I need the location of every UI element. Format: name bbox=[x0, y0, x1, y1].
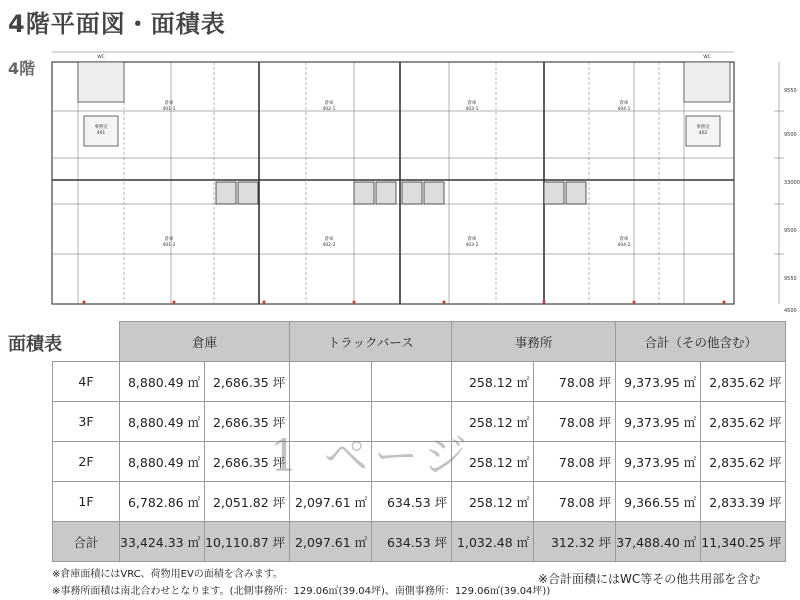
warehouse-tsubo-total: 10,110.87 坪 bbox=[205, 522, 290, 562]
total-tsubo: 2,835.62 坪 bbox=[701, 362, 786, 402]
total-sqm: 9,373.95 ㎡ bbox=[616, 442, 701, 482]
table-row bbox=[53, 402, 786, 442]
unit-404-2-id: 404-2 bbox=[617, 243, 631, 248]
unit-401-2-label: 倉庫 bbox=[164, 237, 174, 242]
warehouse-tsubo: 2,686.35 坪 bbox=[205, 402, 290, 442]
truck-sqm bbox=[290, 442, 372, 482]
unit-402-2-label: 倉庫 bbox=[324, 237, 334, 242]
note-total: ※合計面積にはWC等その他共用部を含む bbox=[538, 572, 761, 586]
unit-401-1-label: 倉庫 bbox=[164, 101, 174, 106]
truck-sqm: 2,097.61 ㎡ bbox=[290, 482, 372, 522]
table-row bbox=[53, 482, 786, 522]
dim-4: 9500 bbox=[784, 228, 797, 234]
header-total: 合計（その他含む） bbox=[616, 322, 786, 362]
header-corner bbox=[53, 322, 120, 362]
header-truck-berth: トラックバース bbox=[290, 322, 452, 362]
table-row bbox=[53, 362, 786, 402]
dim-3: 33000 bbox=[784, 180, 800, 186]
floor-plan bbox=[44, 44, 800, 316]
office-tsubo: 78.08 坪 bbox=[534, 362, 616, 402]
office-sqm: 258.12 ㎡ bbox=[452, 362, 534, 402]
page-watermark: 1 ページ bbox=[270, 431, 474, 482]
warehouse-sqm: 8,880.49 ㎡ bbox=[120, 362, 205, 402]
grand-tsubo-total: 11,340.25 坪 bbox=[701, 522, 786, 562]
area-table-title: 面積表 bbox=[8, 334, 62, 355]
office-tsubo: 78.08 坪 bbox=[534, 482, 616, 522]
unit-402-1-label: 倉庫 bbox=[324, 101, 334, 106]
warehouse-tsubo: 2,686.35 坪 bbox=[205, 362, 290, 402]
truck-tsubo-total: 634.53 坪 bbox=[372, 522, 452, 562]
warehouse-tsubo: 2,686.35 坪 bbox=[205, 442, 290, 482]
header-row bbox=[53, 322, 786, 362]
warehouse-sqm: 8,880.49 ㎡ bbox=[120, 402, 205, 442]
truck-tsubo: 634.53 坪 bbox=[372, 482, 452, 522]
truck-tsubo bbox=[372, 402, 452, 442]
dim-6: 4500 bbox=[784, 308, 797, 314]
office-sqm-total: 1,032.48 ㎡ bbox=[452, 522, 534, 562]
unit-403-2-id: 403-2 bbox=[465, 243, 479, 248]
total-label: 合計 bbox=[53, 522, 120, 562]
unit-403-1-label: 倉庫 bbox=[467, 101, 477, 106]
wc-label-left: WC bbox=[97, 55, 105, 60]
office-tsubo: 78.08 坪 bbox=[534, 442, 616, 482]
dim-1: 9550 bbox=[784, 88, 797, 94]
area-table bbox=[52, 321, 786, 562]
total-row bbox=[53, 522, 786, 562]
floor-cell: 4F bbox=[53, 362, 120, 402]
unit-403-2-label: 倉庫 bbox=[467, 237, 477, 242]
total-tsubo: 2,835.62 坪 bbox=[701, 442, 786, 482]
unit-402-2-id: 402-2 bbox=[322, 243, 336, 248]
wc-core-right bbox=[684, 62, 730, 102]
office-left-label: 事務室 bbox=[94, 125, 108, 130]
office-left-id: 401 bbox=[96, 131, 106, 136]
truck-sqm-total: 2,097.61 ㎡ bbox=[290, 522, 372, 562]
floor-cell: 3F bbox=[53, 402, 120, 442]
unit-404-1-label: 倉庫 bbox=[619, 101, 629, 106]
right-dimension-line bbox=[774, 62, 784, 304]
truck-sqm bbox=[290, 402, 372, 442]
office-sqm: 258.12 ㎡ bbox=[452, 402, 534, 442]
total-sqm: 9,366.55 ㎡ bbox=[616, 482, 701, 522]
floor-cell: 2F bbox=[53, 442, 120, 482]
unit-401-1-id: 401-1 bbox=[162, 107, 176, 112]
grand-sqm-total: 37,488.40 ㎡ bbox=[616, 522, 701, 562]
total-tsubo: 2,833.39 坪 bbox=[701, 482, 786, 522]
unit-404-1-id: 404-1 bbox=[617, 107, 631, 112]
truck-tsubo bbox=[372, 362, 452, 402]
truck-tsubo bbox=[372, 442, 452, 482]
unit-401-2-id: 401-2 bbox=[162, 243, 176, 248]
office-tsubo-total: 312.32 坪 bbox=[534, 522, 616, 562]
warehouse-sqm-total: 33,424.33 ㎡ bbox=[120, 522, 205, 562]
unit-403-1-id: 403-1 bbox=[465, 107, 479, 112]
page-title: 4階平面図・面積表 bbox=[8, 10, 226, 38]
total-sqm: 9,373.95 ㎡ bbox=[616, 402, 701, 442]
wc-core-left bbox=[78, 62, 124, 102]
header-warehouse: 倉庫 bbox=[120, 322, 290, 362]
office-right-label: 事務室 bbox=[696, 125, 710, 130]
table-row bbox=[53, 442, 786, 482]
warehouse-tsubo: 2,051.82 坪 bbox=[205, 482, 290, 522]
unit-404-2-label: 倉庫 bbox=[619, 237, 629, 242]
warehouse-sqm: 6,782.86 ㎡ bbox=[120, 482, 205, 522]
office-tsubo: 78.08 坪 bbox=[534, 402, 616, 442]
wc-label-right: WC bbox=[703, 55, 711, 60]
truck-sqm bbox=[290, 362, 372, 402]
unit-402-1-id: 402-1 bbox=[322, 107, 336, 112]
dim-5: 9550 bbox=[784, 276, 797, 282]
floor-label: 4階 bbox=[8, 59, 36, 78]
header-office: 事務所 bbox=[452, 322, 616, 362]
total-sqm: 9,373.95 ㎡ bbox=[616, 362, 701, 402]
office-sqm: 258.12 ㎡ bbox=[452, 442, 534, 482]
note-office: ※事務所面積は南北合わせとなります。(北側事務所：129.06㎡(39.04坪)、南側事務所：129.06㎡(39.04坪)) bbox=[52, 586, 551, 597]
dim-2: 9500 bbox=[784, 132, 797, 138]
office-sqm: 258.12 ㎡ bbox=[452, 482, 534, 522]
warehouse-sqm: 8,880.49 ㎡ bbox=[120, 442, 205, 482]
note-warehouse: ※倉庫面積にはVRC、荷物用EVの面積を含みます。 bbox=[52, 569, 284, 580]
total-tsubo: 2,835.62 坪 bbox=[701, 402, 786, 442]
floor-cell: 1F bbox=[53, 482, 120, 522]
office-right-id: 402 bbox=[698, 131, 708, 136]
